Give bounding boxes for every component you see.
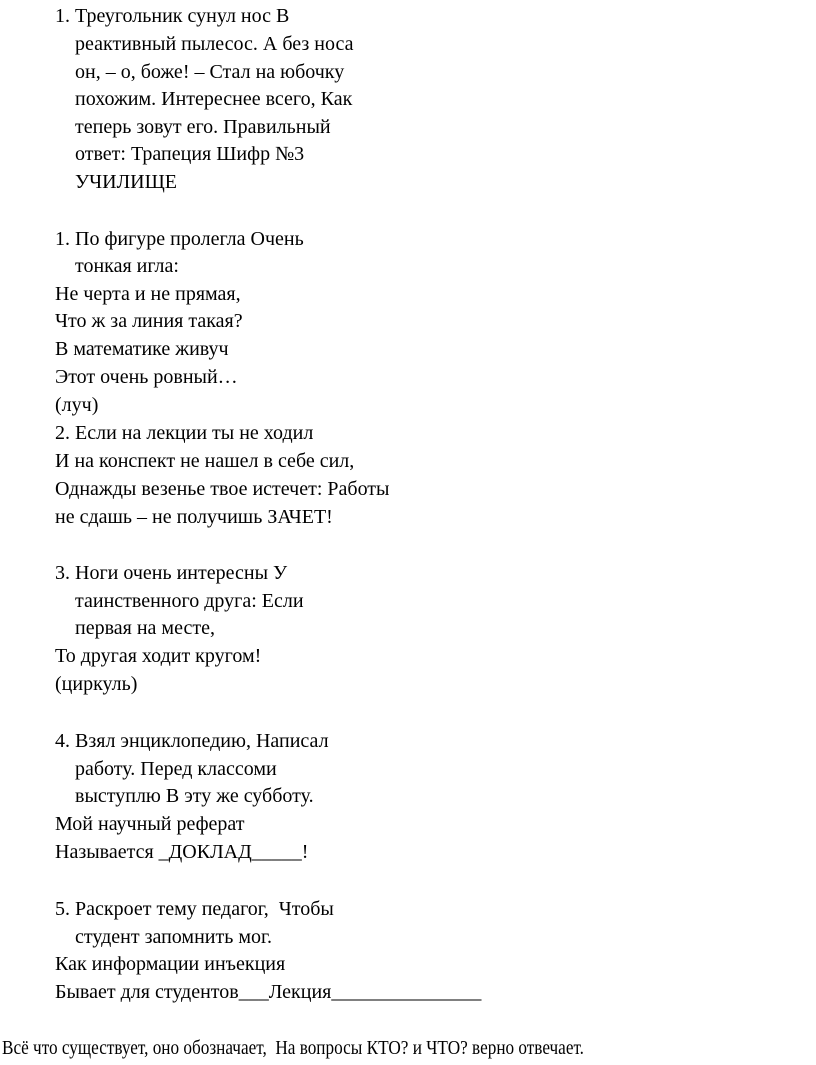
text-line: Однажды везенье твое истечет: Работы <box>55 478 390 500</box>
text-line: (циркуль) <box>55 673 138 695</box>
text-line: И на конспект не нашел в себе сил, <box>55 450 355 472</box>
text-line: Называется _ДОКЛАД_____! <box>55 841 309 863</box>
text-line: выступлю В эту же субботу. <box>75 785 314 807</box>
text-line: тонкая игла: <box>75 255 179 277</box>
text-line: таинственного друга: Если <box>75 590 304 612</box>
text-line: 1. Треугольник сунул нос В <box>55 5 290 27</box>
text-line: студент запомнить мог. <box>75 926 272 948</box>
text-line: (луч) <box>55 394 99 416</box>
text-line: 1. По фигуре пролегла Очень <box>55 228 304 250</box>
text-line: не сдашь – не получишь ЗАЧЕТ! <box>55 506 333 528</box>
text-line: Бывает для студентов___Лекция_______________ <box>55 981 482 1003</box>
text-line: первая на месте, <box>75 617 215 639</box>
text-line: ответ: Трапеция Шифр №3 <box>75 143 305 165</box>
text-line: В математике живуч <box>55 338 229 360</box>
text-line: 4. Взял энциклопедию, Написал <box>55 730 329 752</box>
text-line: он, – о, боже! – Стал на юбочку <box>75 61 345 83</box>
text-line: Как информации инъекция <box>55 953 286 975</box>
text-line: 2. Если на лекции ты не ходил <box>55 422 314 444</box>
text-line: теперь зовут его. Правильный <box>75 116 331 138</box>
text-line: похожим. Интереснее всего, Как <box>75 88 353 110</box>
text-line: Не черта и не прямая, <box>55 283 241 305</box>
text-line: То другая ходит кругом! <box>55 645 262 667</box>
text-line: Этот очень ровный… <box>55 366 238 388</box>
text-line: 5. Раскроет тему педагог, Чтобы <box>55 898 334 920</box>
text-line: 3. Ноги очень интересны У <box>55 562 288 584</box>
footer-line: Всё что существует, оно обозначает, На вопросы КТО? и ЧТО? верно отвечает. <box>2 1037 584 1059</box>
text-line: Мой научный реферат <box>55 813 245 835</box>
text-line: Что ж за линия такая? <box>55 310 243 332</box>
text-line: УЧИЛИЩЕ <box>75 171 178 193</box>
text-line: работу. Перед классоми <box>75 758 277 780</box>
text-line: реактивный пылесос. А без носа <box>75 33 354 55</box>
